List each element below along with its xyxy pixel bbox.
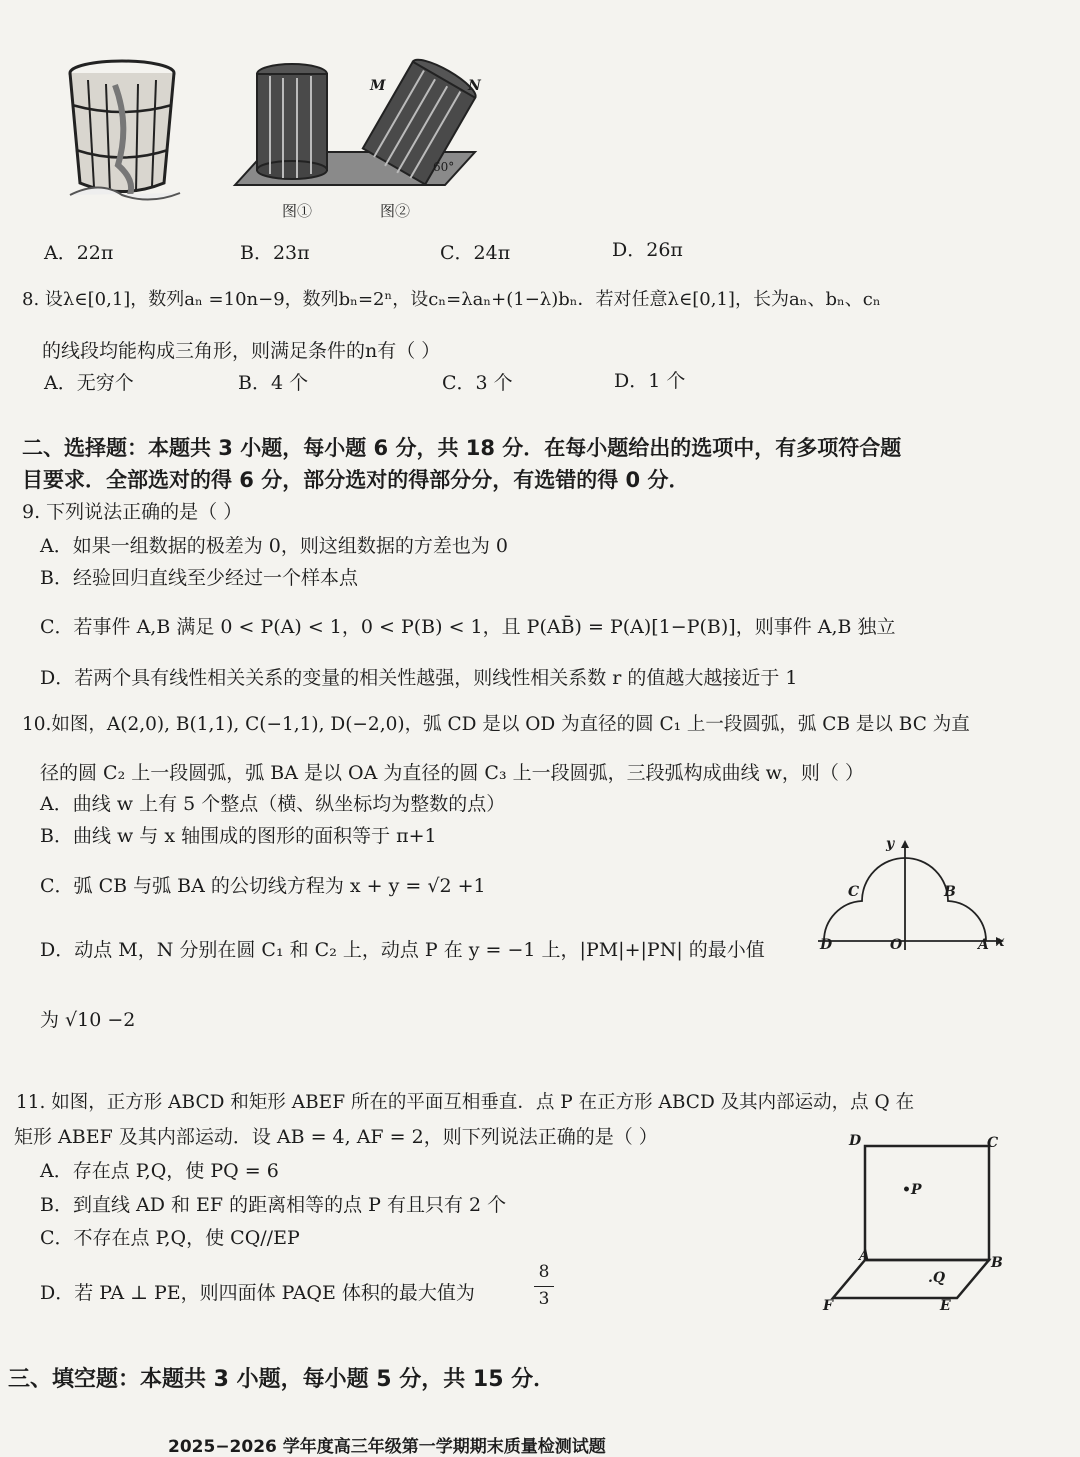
- q7-option-b: B．23π: [240, 242, 310, 264]
- q11-option-c: C．不存在点 P,Q，使 CQ//EP: [40, 1227, 300, 1249]
- sq-label-q: .Q: [928, 1270, 946, 1286]
- q10-option-d: D．动点 M，N 分别在圆 C₁ 和 C₂ 上，动点 P 在 y = −1 上，|PM|+|PN| 的最小值: [40, 939, 765, 961]
- sq-label-e: E: [940, 1298, 951, 1314]
- q11-option-b: B．到直线 AD 和 EF 的距离相等的点 P 有且只有 2 个: [40, 1194, 507, 1216]
- axis-x-label: x: [996, 934, 1005, 950]
- sq-label-f: F: [823, 1298, 833, 1314]
- sq-label-c: C: [987, 1135, 999, 1151]
- q11-line1: 11. 如图，正方形 ABCD 和矩形 ABEF 所在的平面互相垂直．点 P 在正方形 ABCD 及其内部运动，点 Q 在: [16, 1092, 915, 1113]
- section3-line1: 三、填空题：本题共 3 小题，每小题 5 分，共 15 分．: [8, 1367, 556, 1392]
- q9-option-d: D．若两个具有线性相关关系的变量的相关性越强，则线性相关系数 r 的值越大越接近于 1: [40, 667, 798, 689]
- q7-option-d: D．26π: [612, 239, 683, 261]
- q11-option-a: A．存在点 P,Q，使 PQ = 6: [40, 1160, 279, 1182]
- q8-line2: 的线段均能构成三角形，则满足条件的n有（ ）: [42, 340, 441, 362]
- origin-label: O: [890, 937, 903, 953]
- q10-line2: 径的圆 C₂ 上一段圆弧，弧 BA 是以 OA 为直径的圆 C₃ 上一段圆弧，三段弧构成曲线 w，则（ ）: [40, 762, 864, 784]
- point-b-label: B: [944, 884, 956, 900]
- frac-bar: [534, 1286, 554, 1287]
- q10-option-a: A．曲线 w 上有 5 个整点（横、纵坐标均为整数的点）: [40, 793, 506, 815]
- q7-option-a: A．22π: [44, 242, 114, 264]
- q10-option-b: B．曲线 w 与 x 轴围成的图形的面积等于 π+1: [40, 825, 437, 847]
- q7-option-c: C．24π: [440, 242, 511, 264]
- angle-label: 60°: [433, 160, 455, 174]
- frac-denominator: 3: [538, 1289, 550, 1309]
- q8-option-d: D．1 个: [614, 370, 686, 392]
- q11-option-d: D．若 PA ⊥ PE，则四面体 PAQE 体积的最大值为: [40, 1282, 475, 1304]
- curve-w-figure: [818, 838, 1008, 953]
- exam-footer-title: 2025−2026 学年度高三年级第一学期期末质量检测试题: [168, 1437, 606, 1457]
- q8-option-c: C．3 个: [442, 372, 513, 394]
- axis-y-label: y: [886, 836, 895, 852]
- q10-line1: 10.如图，A(2,0), B(1,1), C(−1,1), D(−2,0)，弧 CD 是以 OD 为直径的圆 C₁ 上一段圆弧，弧 CB 是以 BC 为直: [22, 714, 970, 735]
- q8-option-b: B．4 个: [238, 372, 309, 394]
- q10-option-d-cont: 为 √10 −2: [40, 1009, 136, 1031]
- q9-option-c: C．若事件 A,B 满足 0 < P(A) < 1，0 < P(B) < 1，且 P(AB̄) = P(A)[1−P(B)]，则事件 A,B 独立: [40, 616, 896, 638]
- frac-numerator: 8: [538, 1262, 550, 1282]
- point-d-label: D: [820, 937, 833, 953]
- point-c-label: C: [848, 884, 860, 900]
- q8-option-a: A．无穷个: [44, 372, 134, 394]
- q10-option-c: C．弧 CB 与弧 BA 的公切线方程为 x + y = √2 +1: [40, 875, 486, 897]
- fig1-caption: 图①: [282, 202, 313, 220]
- sq-label-b: B: [991, 1255, 1003, 1271]
- fig2-caption: 图②: [380, 202, 411, 220]
- sq-label-a: A: [859, 1248, 870, 1264]
- section2-line1: 二、选择题：本题共 3 小题，每小题 6 分，共 18 分．在每小题给出的选项中，有多项符合题: [22, 436, 902, 460]
- bucket-figure: [60, 55, 190, 210]
- q11-line2: 矩形 ABEF 及其内部运动．设 AB = 4, AF = 2，则下列说法正确的是（ ）: [14, 1126, 658, 1148]
- section2-line2: 目要求．全部选对的得 6 分，部分选对的得部分分，有选错的得 0 分．: [22, 468, 690, 492]
- q9-stem: 9. 下列说法正确的是（ ）: [22, 501, 243, 523]
- sq-label-p: •P: [902, 1182, 922, 1198]
- q9-option-a: A．如果一组数据的极差为 0，则这组数据的方差也为 0: [40, 535, 508, 557]
- square-rect-figure: [825, 1140, 1005, 1310]
- point-a-label: A: [978, 937, 989, 953]
- sq-label-d: D: [849, 1133, 862, 1149]
- q8-line1: 8. 设λ∈[0,1]，数列aₙ =10n−9，数列bₙ=2ⁿ，设cₙ=λaₙ+(1−λ)bₙ．若对任意λ∈[0,1]，长为aₙ、bₙ、cₙ: [22, 289, 881, 310]
- q9-option-b: B．经验回归直线至少经过一个样本点: [40, 567, 358, 589]
- label-n: N: [468, 78, 481, 94]
- label-m: M: [370, 78, 386, 94]
